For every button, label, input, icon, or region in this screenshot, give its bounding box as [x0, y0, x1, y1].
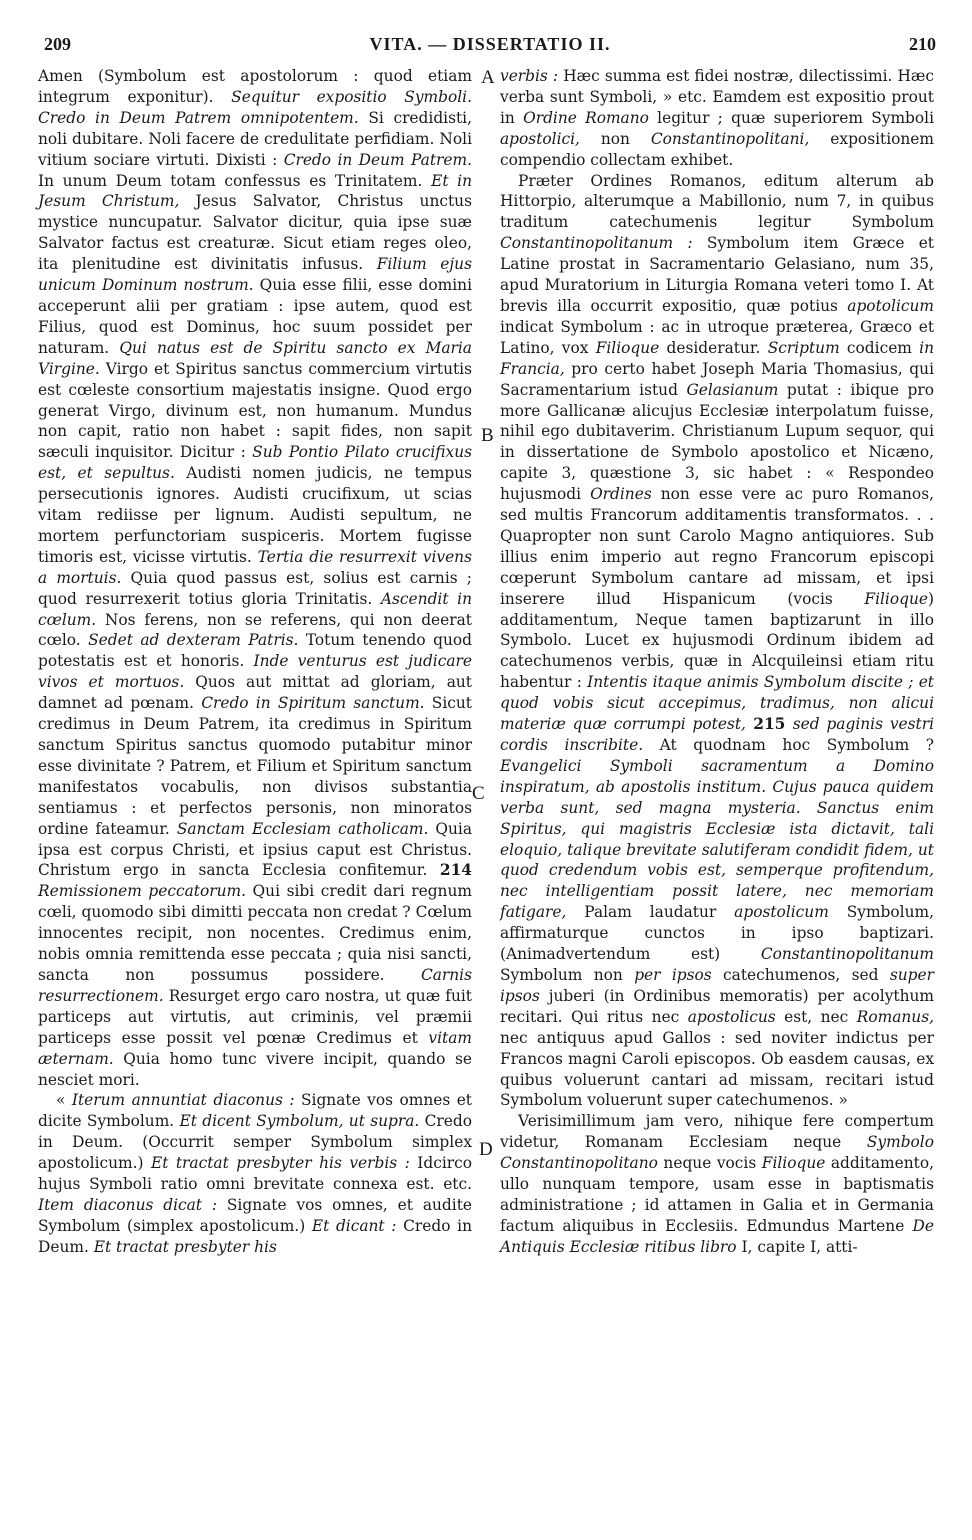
italic-run: Et dicant :	[311, 1216, 397, 1235]
margin-marker-b: B	[481, 425, 494, 446]
italic-run: super ipsos	[500, 965, 934, 1005]
italic-run: verbis :	[500, 67, 559, 85]
text-run: Symbolum non	[500, 965, 635, 984]
italic-run: Gelasianum	[686, 380, 779, 399]
text-run: additamento, ullo nunquam tempore, usam esse in baptismatis administratione ; id attamen in Galia et in Germania factum aliquibus in Ecclesiis. Edmundus Martene	[500, 1154, 934, 1235]
margin-marker-c: C	[472, 783, 485, 804]
text-run: neque vocis	[657, 1154, 762, 1173]
text-run: Quia quod passus est, solius est carnis ; quod resurrexerit totius gloria Trinitatis.	[38, 568, 472, 608]
original-page-number: 214	[439, 861, 472, 880]
italic-run: Filioque	[595, 338, 660, 357]
italic-run: Item diaconus dicat :	[38, 1195, 218, 1214]
text-run: Amen (Symbolum est apostolorum : quod etiam integrum exponitur).	[38, 67, 472, 106]
italic-run: Credo in Deum Patrem.	[283, 150, 472, 169]
italic-run: Filium ejus unicum Dominum nostrum.	[38, 255, 472, 295]
text-run: In unum Deum totam confessus es Trinitatem.	[38, 171, 432, 190]
italic-run: vitam æternam.	[38, 1028, 472, 1068]
text-run: est, nec	[775, 1007, 857, 1026]
page-number-right: 210	[909, 34, 936, 54]
text-run: Symbolum, affirmaturque cunctos in ipso baptizari. (Animadvertendum est)	[500, 903, 934, 964]
text-run: Quos aut mittat ad gloriam, aut damnet ad pœnam.	[38, 673, 472, 713]
italic-run: Carnis resurrectionem.	[38, 965, 472, 1005]
italic-run: Constantinopolitanum :	[500, 234, 693, 253]
italic-run: Tertia die resurrexit vivens a mortuis.	[38, 547, 472, 587]
text-run: Verisimillimum jam vero, nihique fere compertum videtur, Romanam Ecclesiam neque	[500, 1112, 934, 1152]
text-run: Palam laudatur	[566, 903, 735, 922]
right-column	[500, 66, 934, 1258]
italic-run: Scriptum	[767, 338, 840, 357]
italic-run: Romanus,	[856, 1007, 934, 1026]
text-run: Sicut credimus in Deum Patrem, ita credimus in Spiritum sanctum Spiritus sanctus quomodo putabitur minor esse divinitate ? Patrem, et Filium et Spiritum sanctum manifestatos vocabulis, non divisos substantia sentiamus : et perfectos personis, non minoratos ordine fateamur.	[38, 694, 472, 838]
right-paragraph-1	[500, 66, 934, 171]
text-run: I, capite I, atti-	[736, 1237, 858, 1256]
text-run: Virgo et Spiritus sanctus commercium virtutis est cœleste consortium majestatis insigne. Quod ergo generat Virgo, divinum est, non humanum. Mundus non capit, ratio non habet : sapit fides, non sapit sæculi inquisitor. Dicitur :	[38, 359, 472, 462]
italic-run: Remissionem peccatorum.	[38, 882, 246, 901]
text-run: Hæc summa est fidei nostræ, dilectissimi. Hæc verba sunt Symboli, » etc. Eamdem est expositio prout in	[500, 67, 934, 127]
italic-run: apostolicus	[687, 1007, 776, 1026]
running-title: VITA. — DISSERTATIO II.	[369, 34, 611, 54]
italic-run: Et tractat presbyter his	[93, 1237, 277, 1256]
text-run: Credo in Deum.	[38, 1216, 472, 1256]
italic-run: apotolicum	[847, 296, 934, 315]
italic-run: sed paginis vestri cordis inscribite.	[500, 715, 935, 754]
italic-run: Sub Pontio Pilato crucifixus est, et sepultus.	[38, 443, 472, 483]
text-run: Totum tenendo quod potestatis est et honoris.	[38, 631, 472, 671]
italic-run: Qui natus est de Spiritu sancto ex Maria Virgine.	[38, 338, 472, 378]
italic-run: apostolici,	[500, 129, 580, 148]
text-run: non	[579, 129, 651, 148]
text-run: Signate vos omnes, et audite Symbolum (simplex apostolicum.)	[38, 1195, 472, 1235]
left-paragraph-1	[38, 66, 472, 1090]
text-run: Resurget ergo caro nostra, ut quæ fuit particeps aut virtutis, aut criminis, vel præmii particeps esse possit vel pœnæ Credimus et	[38, 986, 472, 1047]
text-run: Idcirco hujus Symboli ratio omni brevitate connexa est. etc.	[38, 1154, 472, 1194]
text-run: legitur ; quæ superiorem Symboli	[648, 108, 935, 127]
italic-run: Sequitur expositio Symboli. Credo in Deum Patrem omnipotentem.	[38, 87, 472, 127]
text-run: pro certo habet Joseph Maria Thomasius, qui Sacramentarium istud	[500, 359, 934, 399]
left-paragraph-2	[38, 1090, 472, 1257]
text-run: Jesus Salvator, Christus unctus mystice nuncupatur. Salvator dicitur, quia ipse suæ Salvator factus est creaturæ. Sicut etiam reges oleo, ita plenitudine est divinitatis infusus.	[38, 192, 472, 274]
left-column	[38, 66, 472, 1258]
text-run: Symbolum item Græce et Latine prostat in Sacramentario Gelasiano, num 35, apud Muratorium in Liturgia Romana veteri tomo I. At brevis illa occurrit expositio, quæ potius	[500, 234, 934, 315]
text-run: desideratur.	[659, 338, 768, 357]
italic-run: in Francia,	[500, 338, 934, 378]
text-run: Præter Ordines Romanos, editum alterum ab Hittorpio, alterumque a Mabillonio, num 7, in quibus traditum catechumenis legitur Symbolum	[500, 171, 934, 232]
italic-run: Evangelici Symboli sacramentum a Domino inspiratum, ab apostolis institum. Cujus pauca quidem verba sunt, sed magna mysteria. Sanctus enim Spiritus, qui magistris Ecclesiæ ista dictavit, tali eloquio, talique brevitate salutiferam condidit fidem, ut quod credendum vobis est, semperque profitendum, nec intelligentiam possit latere, nec memoriam fatigare,	[500, 756, 934, 922]
italic-run: Credo in Spiritum sanctum.	[201, 694, 425, 713]
original-page-number: 215	[745, 715, 793, 734]
text-run: Credo in Deum. (Occurrit semper Symbolum simplex apostolicum.)	[38, 1112, 472, 1173]
italic-run: Iterum annuntiat diaconus :	[71, 1091, 295, 1110]
italic-run: Et in Jesum Christum,	[38, 171, 472, 211]
italic-run: De Antiquis Ecclesiæ ritibus libro	[500, 1216, 934, 1256]
italic-run: Constantinopolitanum	[760, 945, 934, 964]
italic-run: Ordine Romano	[523, 108, 649, 127]
italic-run: Sedet ad dexteram Patris.	[88, 631, 299, 650]
text-run: Nos ferens, non se referens, qui non deerat cœlo.	[38, 610, 472, 650]
right-paragraph-2	[500, 171, 934, 1112]
margin-marker-a: A	[481, 67, 495, 88]
text-run: At quodnam hoc Symbolum ?	[643, 736, 935, 754]
italic-run: Symbolo Constantinopolitano	[500, 1133, 934, 1173]
italic-run: Filioque	[761, 1154, 826, 1173]
text-run: «	[56, 1091, 72, 1110]
text-run: nec antiquus apud Gallos : sed noviter indictus per Francos magni Caroli episcopos. Ob easdem causas, ex quibus voluerunt cantari ad missam, recitari istud Symbolum voluerunt super catechumenos. »	[500, 1028, 934, 1110]
italic-run: per ipsos	[634, 965, 712, 984]
italic-run: Constantinopolitani,	[650, 129, 810, 148]
text-run: Quia esse filii, esse domini acceperunt alii per gratiam : ipse autem, quod est Filius, quod est Dominus, hoc suum possidet per naturam.	[38, 276, 472, 357]
margin-marker-d: D	[479, 1139, 493, 1160]
text-run: Audisti nomen judicis, ne tempus persecutionis ignores. Audisti crucifixum, ut scias vitam rediisse per lignum. Audisti sepultum, ne mortem perfunctoriam suspiceris. Mortem fugisse timoris est, vicisse virtutis.	[38, 464, 472, 566]
text-run: putat : ibique pro more Gallicanæ alicujus Ecclesiæ interpolatum fuisse, nihil ego dubitaverim. Christianum Lupum sequor, qui in dissertatione de Symbolo apostolico et Nicæno, capite 3, quæstione 3, sic habet : « Respondeo hujusmodi	[500, 380, 935, 504]
text-run: Quia homo tunc vivere incipit, quando se nesciet mori.	[38, 1049, 472, 1089]
text-run: codicem	[839, 338, 920, 357]
italic-run: Intentis itaque animis Symbolum discite ; et quod vobis sicut accepimus, tradimus, non alicui materiæ quæ corrumpi potest,	[500, 673, 934, 734]
text-run: Quia ipsa est corpus Christi, et ipsius caput est Christus. Christum ergo in sancta Ecclesia confitemur.	[38, 819, 473, 880]
text-run: indicat Symbolum : ac in utroque præterea, Græco et Latino, vox	[500, 317, 934, 357]
text-run: juberi (in Ordinibus memoratis) per acolythum recitari. Qui ritus nec	[500, 986, 934, 1026]
italic-run: Et dicent Symbolum, ut supra.	[179, 1112, 420, 1131]
text-run: Si credidisti, noli dubitare. Noli facere de credulitate perfidiam. Noli vitium sociare virtuti. Dixisti :	[38, 108, 472, 169]
text-run: non esse vere ac puro Romanos, sed multis Francorum additamentis transformatos. . . Quapropter non sunt Carolo Magno antiquiores. Sub illius enim imperio aut regno Francorum episcopi cœperunt Symbolum cantare ad missam, et ipsi inserere illud Hispanicum (vocis	[500, 485, 934, 608]
text-run: expositionem compendio collectam exhibet.	[500, 129, 935, 169]
text-run: catechumenos, sed	[711, 965, 890, 984]
italic-run: apostolicum	[734, 903, 829, 922]
italic-run: Ordines	[590, 485, 652, 504]
right-paragraph-3	[500, 1111, 934, 1257]
italic-run: Sanctam Ecclesiam catholicam.	[176, 819, 429, 838]
italic-run: Ascendit in cœlum.	[38, 589, 473, 629]
text-run: Signate vos omnes et dicite Symbolum.	[38, 1091, 472, 1131]
italic-run: Inde venturus est judicare vivos et mortuos.	[38, 652, 472, 692]
italic-run: Et tractat presbyter his verbis :	[150, 1154, 410, 1173]
page-number-left: 209	[44, 34, 71, 54]
italic-run: Filioque	[864, 589, 928, 608]
running-header	[44, 34, 936, 58]
text-run: ) additamentum, Neque tamen baptizarunt in illo Symbolo. Lucet ex hujusmodi Ordinum ibidem ad catechumenos verbis, quæ in Alcquileinsi etiam ritu habentur :	[500, 589, 934, 692]
text-run: Qui sibi credit dari regnum cœli, quomodo sibi dimitti peccata non credat ? Cœlum innocentes recipit, non nocentes. Credimus enim, nobis omnia remittenda esse peccata ; quia nisi sancti, sancta non possumus possidere.	[38, 882, 472, 984]
